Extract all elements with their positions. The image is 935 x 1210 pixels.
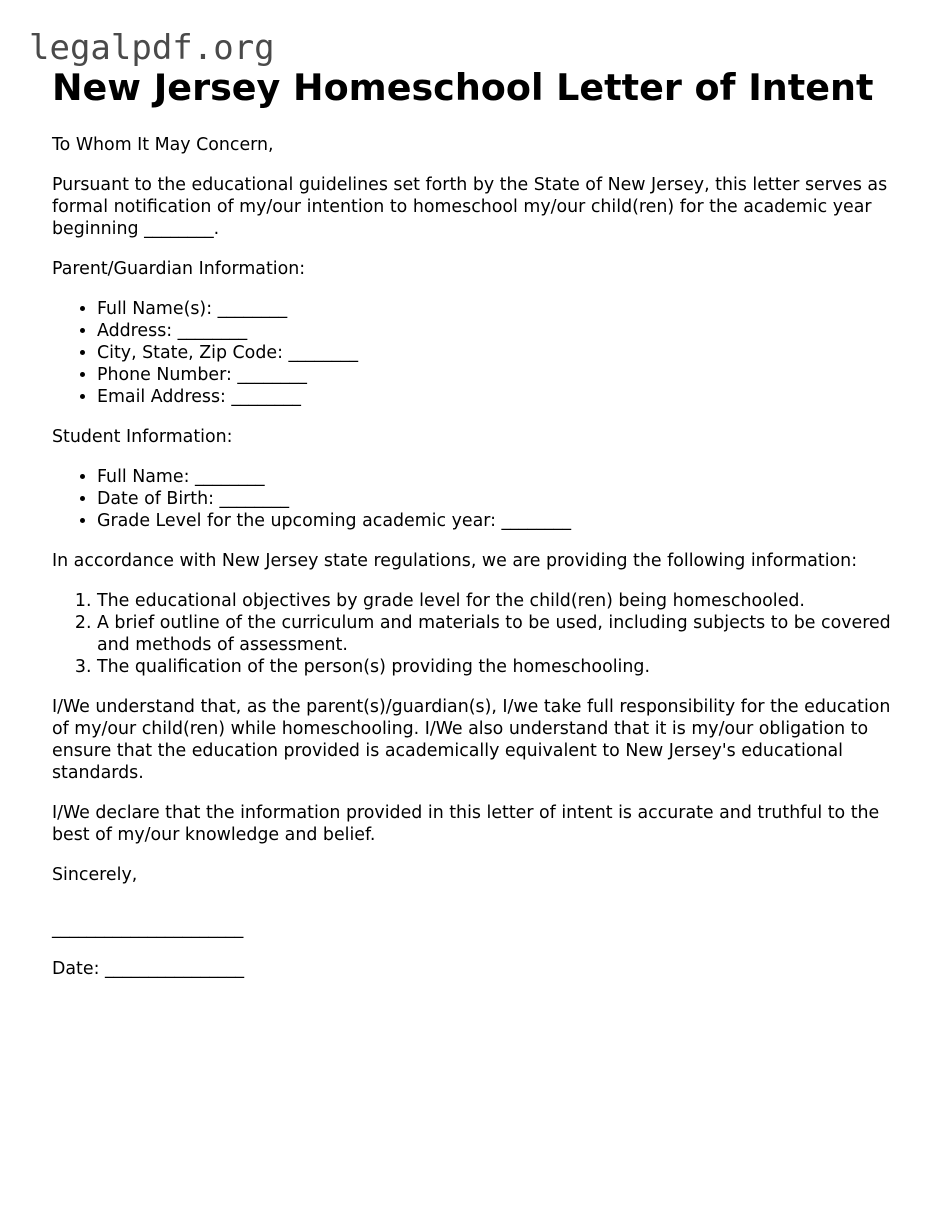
parent-field-city-state-zip: • City, State, Zip Code: ________ [97, 342, 897, 364]
student-heading: Student Information: [52, 427, 233, 447]
document-body [52, 66, 897, 980]
parent-field-full-name: • Full Name(s): ________ [97, 298, 897, 320]
intro-paragraph: Pursuant to the educational guidelines set forth by the State of New Jersey, this letter serves as formal notification of my/our intention to homeschool my/our child(ren) for the academic year beginning ________. [52, 175, 888, 239]
regulations-item-objectives: 1. The educational objectives by grade level for the child(ren) being homeschooled. [97, 590, 897, 612]
declaration-paragraph: I/We declare that the information provided in this letter of intent is accurate and truthful to the best of my/our knowledge and belief. [52, 803, 880, 845]
parent-heading: Parent/Guardian Information: [52, 259, 306, 279]
student-field-date-of-birth: • Date of Birth: ________ [97, 488, 897, 510]
regulations-item-qualification: 3. The qualification of the person(s) providing the homeschooling. [97, 656, 897, 678]
student-info-list [52, 466, 897, 532]
regulations-list [52, 590, 897, 678]
parent-info-list [52, 298, 897, 408]
responsibility-paragraph: I/We understand that, as the parent(s)/guardian(s), I/we take full responsibility for the education of my/our child(ren) while homeschooling. I/We also understand that it is my/our obligation to ensure that the education provided is academically equivalent to New Jersey's educational standards. [52, 697, 891, 783]
salutation: To Whom It May Concern, [52, 135, 274, 155]
document-title: New Jersey Homeschool Letter of Intent [52, 66, 874, 109]
watermark: legalpdf.org [29, 28, 275, 68]
student-field-grade-level: • Grade Level for the upcoming academic year: ________ [97, 510, 897, 532]
student-field-full-name: • Full Name: ________ [97, 466, 897, 488]
parent-field-phone: • Phone Number: ________ [97, 364, 897, 386]
regulations-item-curriculum: 2. A brief outline of the curriculum and materials to be used, including subjects to be covered and methods of assessment. [97, 612, 897, 656]
date-line: Date: ________________ [52, 959, 245, 979]
closing: Sincerely, [52, 865, 138, 885]
regulations-intro: In accordance with New Jersey state regulations, we are providing the following information: [52, 551, 858, 571]
parent-field-address: • Address: ________ [97, 320, 897, 342]
parent-field-email: • Email Address: ________ [97, 386, 897, 408]
signature-line: ______________________ [52, 919, 244, 939]
